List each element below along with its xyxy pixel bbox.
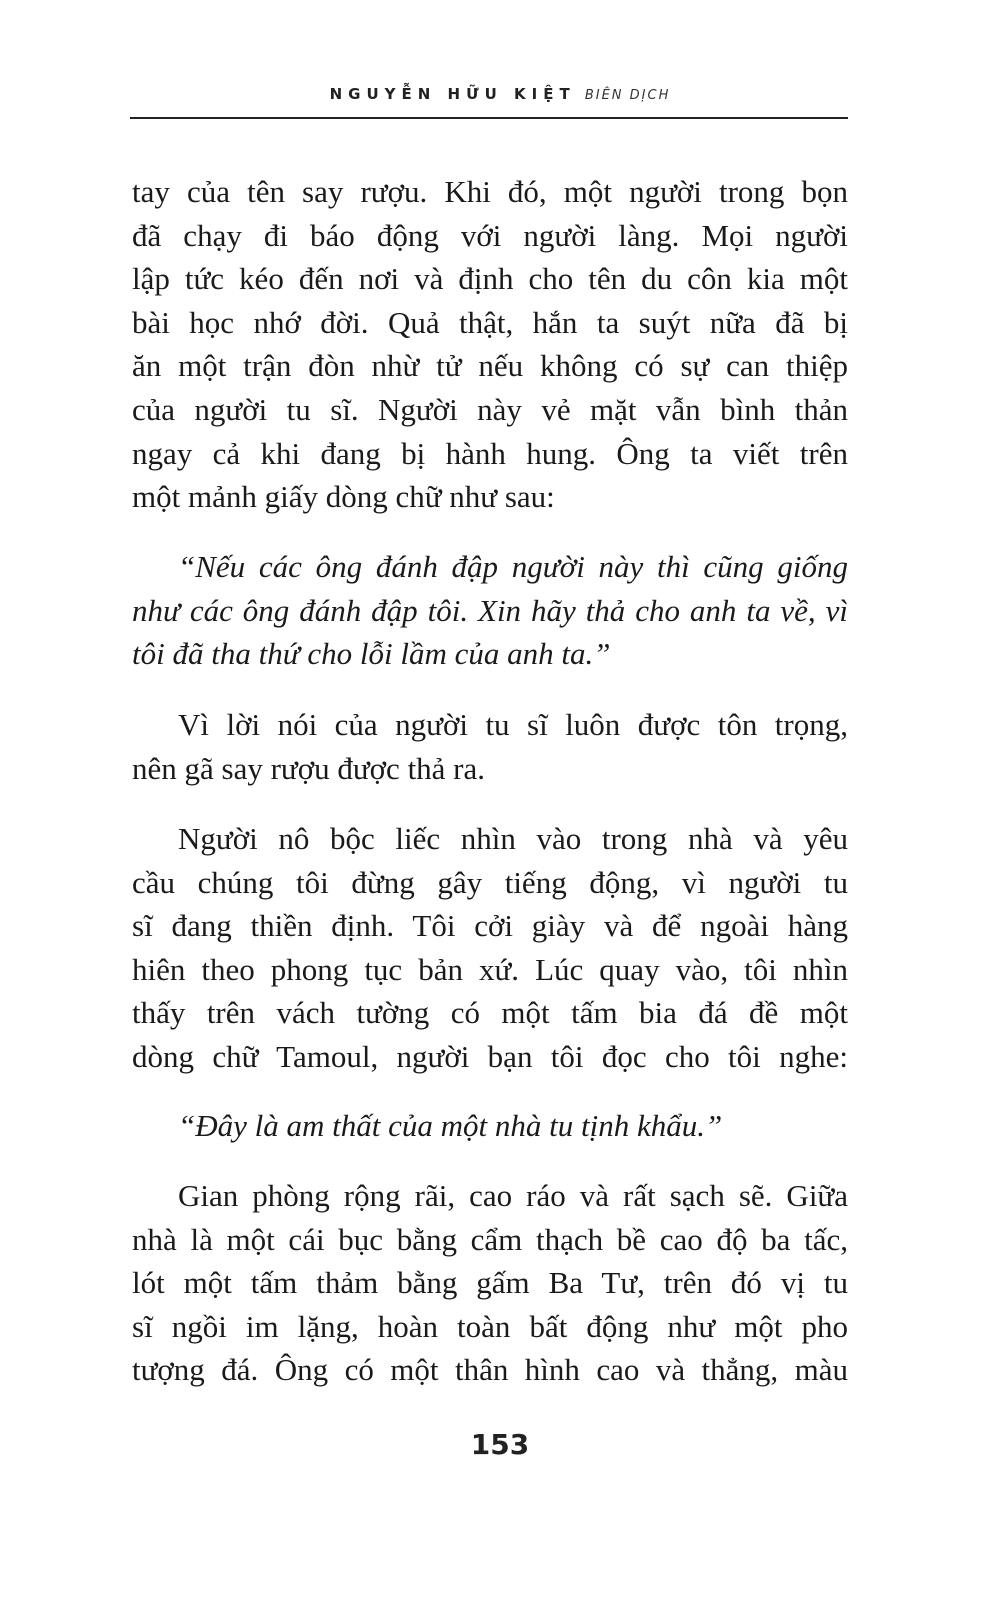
page-number: 153 [470, 1428, 530, 1461]
header-rule [130, 117, 848, 119]
body-paragraph [132, 170, 848, 519]
text-line: sĩ đang thiền định. Tôi cởi giày và để ngoài hàng [132, 908, 848, 944]
text-line: ngay cả khi đang bị hành hung. Ông ta viết trên [132, 435, 848, 471]
quote-paragraph [132, 545, 848, 676]
text-line: sĩ ngồi im lặng, hoàn toàn bất động như một pho [132, 1308, 848, 1344]
body-paragraph [132, 703, 848, 790]
running-header [0, 84, 1000, 103]
text-line: một mảnh giấy dòng chữ như sau: [132, 479, 555, 515]
text-line: cầu chúng tôi đừng gây tiếng động, vì người tu [132, 864, 848, 900]
text-line: bài học nhớ đời. Quả thật, hắn ta suýt nữa đã bị [132, 304, 848, 340]
body-paragraph [132, 1174, 848, 1392]
text-line: đã chạy đi báo động với người làng. Mọi người [132, 217, 848, 253]
text-line: Gian phòng rộng rãi, cao ráo và rất sạch sẽ. Giữa [178, 1178, 848, 1213]
header-role: BIÊN DỊCH [584, 88, 671, 103]
text-line: hiên theo phong tục bản xứ. Lúc quay vào, tôi nhìn [132, 951, 848, 987]
header-author: NGUYỄN HỮU KIỆT [329, 85, 576, 103]
text-line: của người tu sĩ. Người này vẻ mặt vẫn bình thản [132, 391, 848, 427]
text-line: thấy trên vách tường có một tấm bia đá đề một [132, 995, 848, 1031]
text-line: lót một tấm thảm bằng gấm Ba Tư, trên đó vị tu [132, 1265, 848, 1301]
text-line: như các ông đánh đập tôi. Xin hãy thả cho anh ta về, vì [132, 592, 848, 628]
text-line: tay của tên say rượu. Khi đó, một người trong bọn [132, 174, 848, 209]
text-line: nhà là một cái bục bằng cẩm thạch bề cao độ ba tấc, [132, 1221, 848, 1257]
text-line: ăn một trận đòn nhừ tử nếu không có sự can thiệp [132, 348, 848, 384]
text-line: “Nếu các ông đánh đập người này thì cũng giống [178, 549, 848, 584]
text-line: “Đây là am thất của một nhà tu tịnh khẩu.” [178, 1108, 723, 1143]
quote-paragraph [132, 1104, 848, 1148]
text-line: tôi đã tha thứ cho lỗi lầm của anh ta.” [132, 636, 611, 672]
text-line: tượng đá. Ông có một thân hình cao và thẳng, màu [132, 1352, 848, 1388]
text-line: Vì lời nói của người tu sĩ luôn được tôn trọng, [178, 707, 848, 742]
text-line: lập tức kéo đến nơi và định cho tên du côn kia một [132, 261, 848, 297]
body-paragraph [132, 817, 848, 1079]
text-line: nên gã say rượu được thả ra. [132, 750, 486, 786]
text-line: dòng chữ Tamoul, người bạn tôi đọc cho tôi nghe: [132, 1038, 848, 1074]
text-line: Người nô bộc liếc nhìn vào trong nhà và yêu [178, 821, 848, 856]
